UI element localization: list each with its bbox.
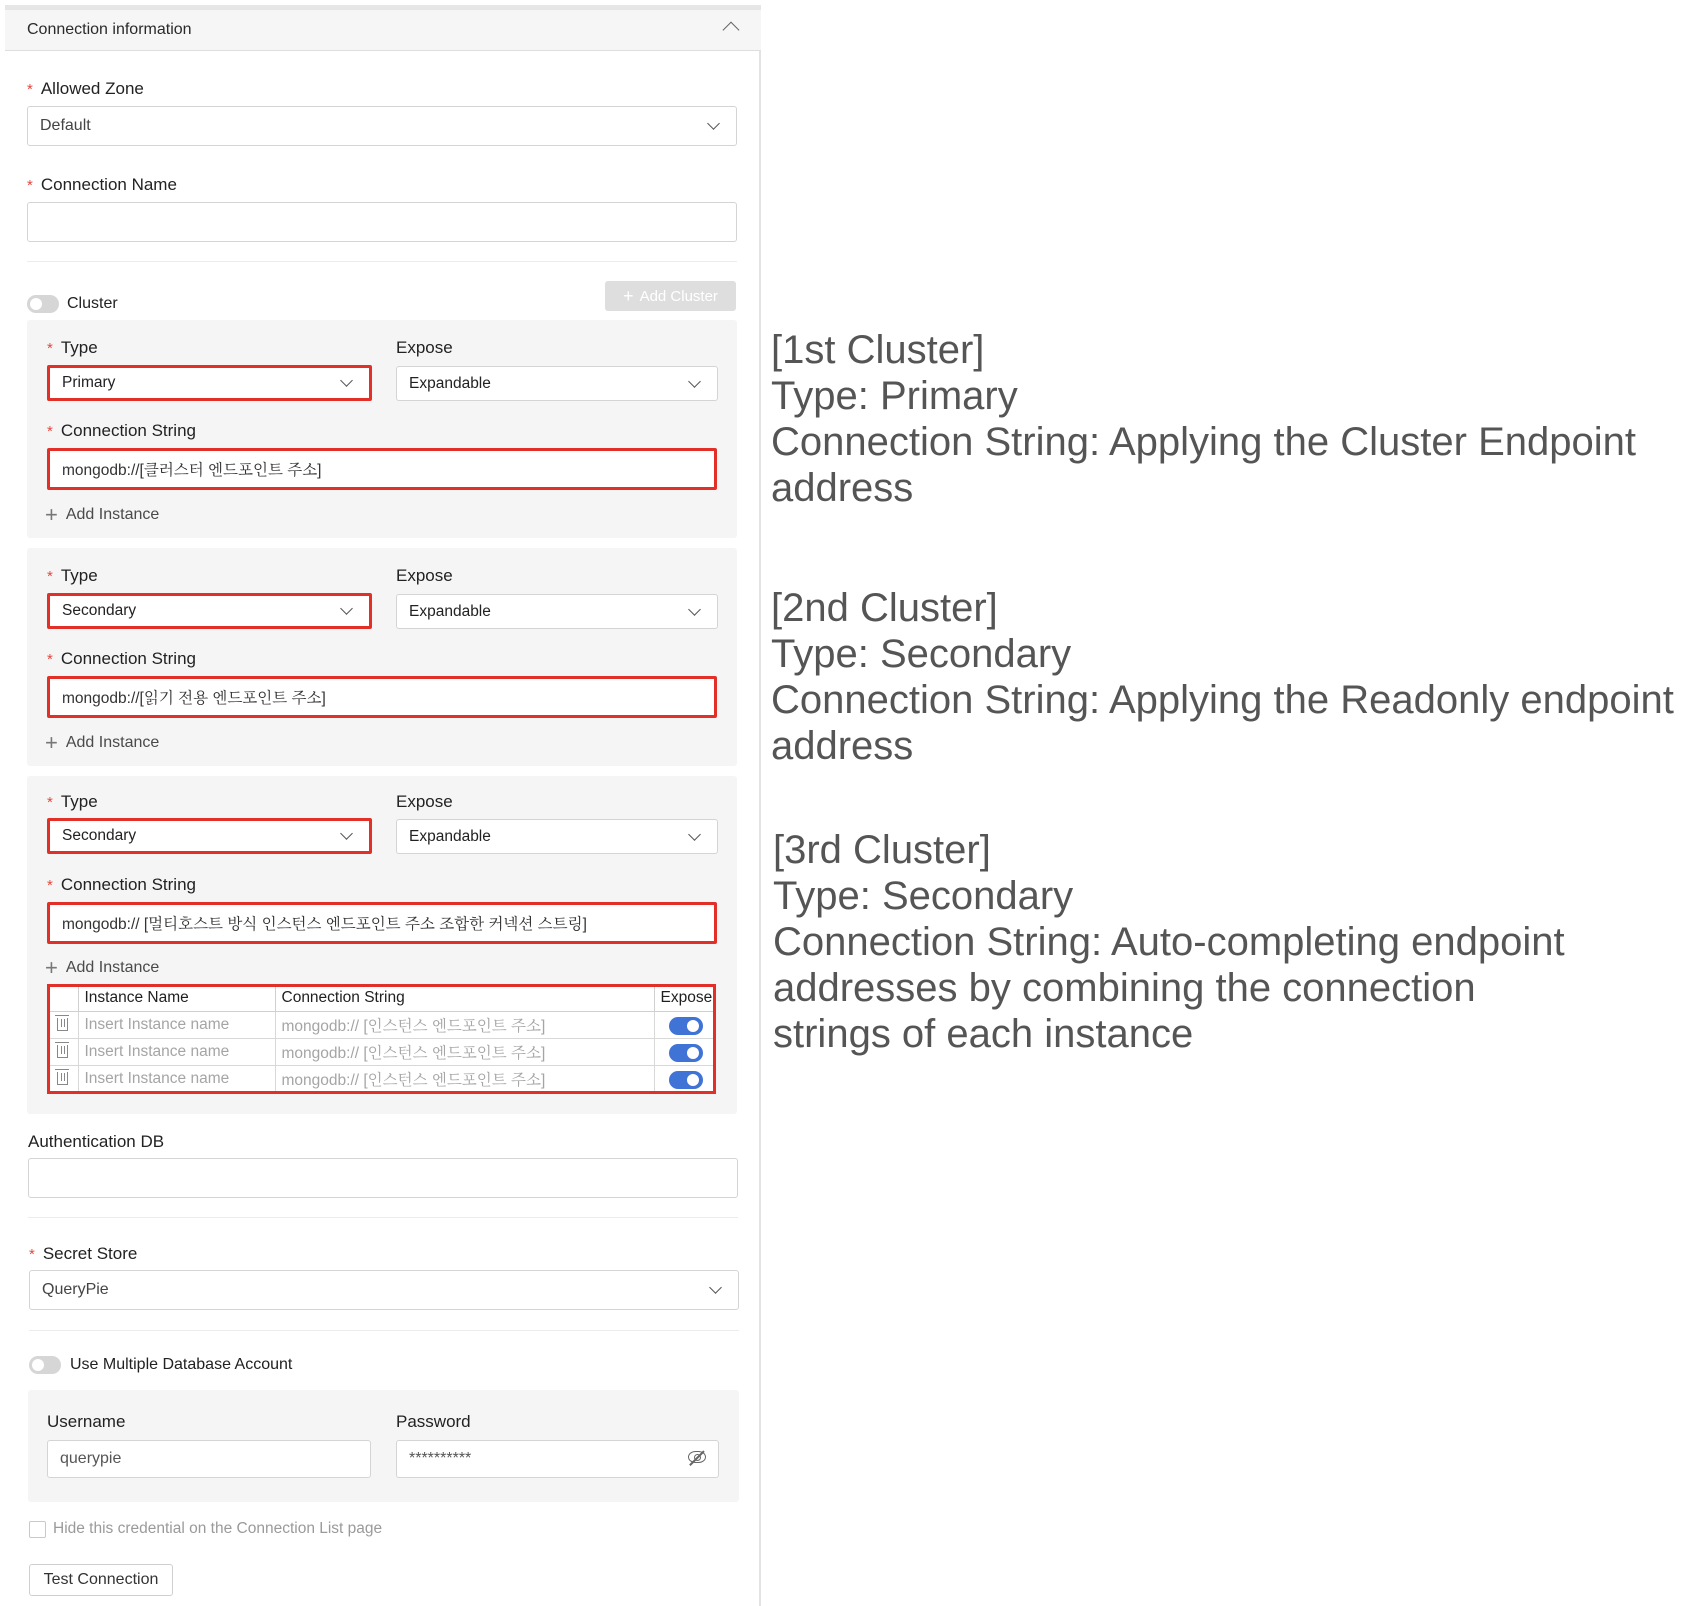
instance-connection-string[interactable]: mongodb:// [인스턴스 엔드포인트 주소]	[275, 1065, 654, 1092]
add-instance-button[interactable]: + Add Instance	[45, 502, 160, 527]
connection-string-label: * Connection String	[47, 875, 196, 894]
required-marker: *	[47, 567, 53, 585]
test-connection-button[interactable]: Test Connection	[29, 1564, 173, 1596]
chevron-down-icon	[709, 1281, 722, 1294]
chevron-down-icon	[688, 603, 701, 616]
annotation-2nd-cluster: [2nd Cluster] Type: Secondary Connection String: Applying the Readonly endpoint address	[771, 586, 1674, 768]
expose-label: Expose	[396, 338, 453, 357]
connection-string-input[interactable]: mongodb://[읽기 전용 엔드포인트 주소]	[47, 676, 717, 718]
type-select[interactable]: Secondary	[47, 593, 372, 629]
multiple-account-toggle[interactable]	[29, 1356, 61, 1374]
section-header[interactable]	[5, 10, 761, 51]
hide-credential-checkbox[interactable]	[29, 1521, 46, 1538]
password-input[interactable]: **********	[396, 1440, 719, 1478]
chevron-down-icon	[688, 375, 701, 388]
add-cluster-button[interactable]: + Add Cluster	[605, 281, 736, 311]
expose-select[interactable]: Expandable	[396, 819, 718, 854]
eye-off-icon[interactable]	[688, 1451, 706, 1463]
section-title: Connection information	[27, 21, 192, 38]
expose-select[interactable]: Expandable	[396, 594, 718, 629]
table-header-connection-string: Connection String	[275, 985, 654, 1011]
required-marker: *	[47, 876, 53, 894]
allowed-zone-select[interactable]: Default	[27, 106, 737, 146]
allowed-zone-label: * Allowed Zone	[27, 79, 144, 98]
type-label: * Type	[47, 566, 98, 585]
username-label: Username	[47, 1412, 126, 1431]
required-marker: *	[47, 793, 53, 811]
connection-string-input[interactable]: mongodb://[클러스터 엔드포인트 주소]	[47, 448, 717, 490]
annotation-1st-cluster: [1st Cluster] Type: Primary Connection String: Applying the Cluster Endpoint address	[771, 328, 1636, 510]
add-instance-button[interactable]: + Add Instance	[45, 730, 160, 755]
expose-label: Expose	[396, 792, 453, 811]
required-marker: *	[27, 80, 33, 98]
secret-store-label: * Secret Store	[29, 1244, 138, 1263]
hide-credential-label: Hide this credential on the Connection List page	[53, 1520, 383, 1537]
type-label: * Type	[47, 792, 98, 811]
required-marker: *	[29, 1245, 35, 1263]
chevron-up-icon[interactable]	[723, 22, 740, 39]
chevron-down-icon	[340, 827, 353, 840]
type-select[interactable]: Secondary	[47, 818, 372, 854]
expose-label: Expose	[396, 566, 453, 585]
add-instance-button[interactable]: + Add Instance	[45, 955, 160, 980]
username-input[interactable]: querypie	[47, 1440, 371, 1478]
instance-connection-string[interactable]: mongodb:// [인스턴스 엔드포인트 주소]	[275, 1038, 654, 1065]
table-header-expose: Expose	[654, 985, 715, 1011]
password-label: Password	[396, 1412, 471, 1431]
connection-string-input[interactable]: mongodb:// [멀티호스트 방식 인스턴스 엔드포인트 주소 조합한 커넥션 스트링]	[47, 902, 717, 944]
required-marker: *	[27, 176, 33, 194]
plus-icon: +	[45, 730, 58, 755]
instance-name-input[interactable]: Insert Instance name	[78, 1038, 275, 1065]
chevron-down-icon	[707, 117, 720, 130]
connection-name-label: * Connection Name	[27, 175, 177, 194]
table-header-instance-name: Instance Name	[78, 985, 275, 1011]
chevron-down-icon	[340, 602, 353, 615]
divider	[27, 261, 737, 262]
chevron-down-icon	[340, 374, 353, 387]
secret-store-select[interactable]: QueryPie	[29, 1270, 739, 1310]
connection-string-label: * Connection String	[47, 421, 196, 440]
divider	[28, 1217, 738, 1218]
instance-name-input[interactable]: Insert Instance name	[78, 1011, 275, 1038]
divider	[29, 1330, 739, 1331]
instance-connection-string[interactable]: mongodb:// [인스턴스 엔드포인트 주소]	[275, 1011, 654, 1038]
instance-name-input[interactable]: Insert Instance name	[78, 1065, 275, 1092]
type-label: * Type	[47, 338, 98, 357]
expose-select[interactable]: Expandable	[396, 366, 718, 401]
plus-icon: +	[623, 286, 634, 306]
plus-icon: +	[45, 955, 58, 980]
connection-string-label: * Connection String	[47, 649, 196, 668]
required-marker: *	[47, 650, 53, 668]
authentication-db-label: Authentication DB	[28, 1132, 165, 1151]
cluster-toggle-label: Cluster	[67, 295, 118, 312]
chevron-down-icon	[688, 828, 701, 841]
connection-name-input[interactable]	[27, 202, 737, 242]
annotation-3rd-cluster: [3rd Cluster] Type: Secondary Connection String: Auto-completing endpoint addresses by combining the connection strings of each instance	[773, 828, 1565, 1056]
multiple-account-label: Use Multiple Database Account	[70, 1356, 293, 1373]
required-marker: *	[47, 339, 53, 357]
plus-icon: +	[45, 502, 58, 527]
cluster-toggle[interactable]	[27, 295, 59, 313]
instance-table-highlight	[47, 984, 716, 1094]
required-marker: *	[47, 422, 53, 440]
type-select[interactable]: Primary	[47, 365, 372, 401]
authentication-db-input[interactable]	[28, 1158, 738, 1198]
